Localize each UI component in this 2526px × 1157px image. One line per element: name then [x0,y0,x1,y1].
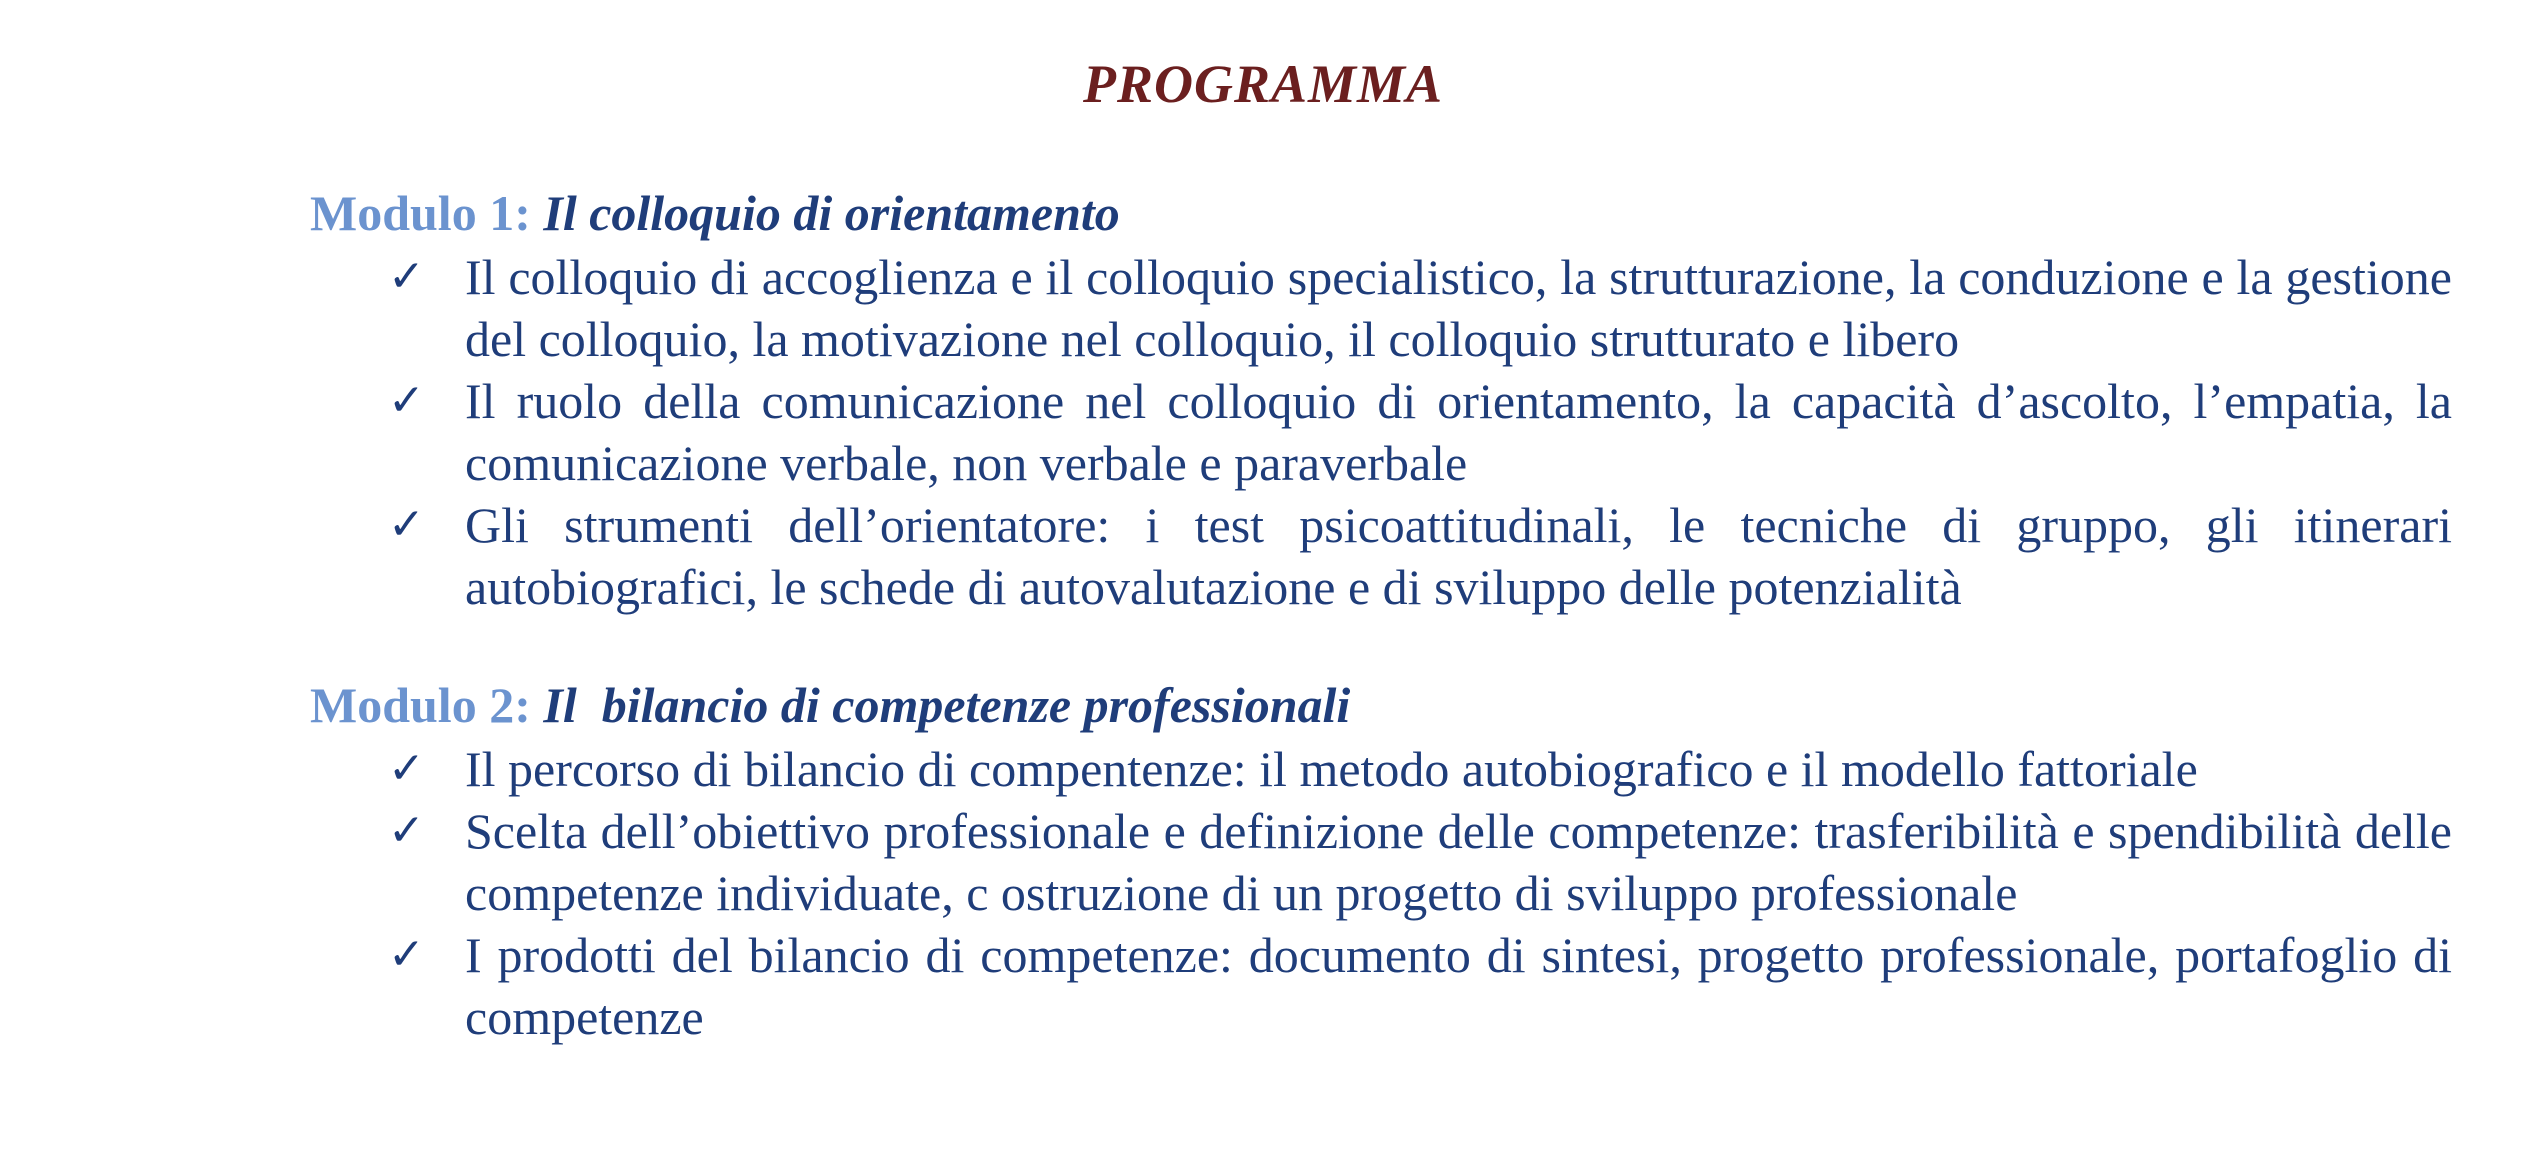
list-item-text: Il ruolo della comunicazione nel colloquio di orientamento, la capacità d’ascolto, l’empatia, la comunicazione verbale, non verbale e paraverbale [465,373,2452,491]
list-item [310,800,2452,924]
module-heading [310,672,2310,738]
list-item [310,494,2452,618]
module-title: Il bilancio di competenze professionali [543,677,1351,733]
module-items-list [310,738,2452,1048]
module-1 [310,180,2452,618]
check-icon: ✓ [388,375,425,426]
list-item-text: Il percorso di bilancio di compentenze: il metodo autobiografico e il modello fattoriale [465,741,2198,797]
module-items-list [310,246,2452,618]
check-icon: ✓ [388,251,425,302]
list-item [310,246,2452,370]
list-item-text: I prodotti del bilancio di competenze: documento di sintesi, progetto professionale, portafoglio di competenze [465,927,2452,1045]
module-heading [310,180,2310,246]
check-icon: ✓ [388,743,425,794]
check-icon: ✓ [388,499,425,550]
check-icon: ✓ [388,805,425,856]
list-item [310,924,2452,1048]
list-item-text: Il colloquio di accoglienza e il colloquio specialistico, la strutturazione, la conduzione e la gestione del colloquio, la motivazione nel colloquio, il colloquio strutturato e libero [465,249,2452,367]
list-item-text: Scelta dell’obiettivo professionale e definizione delle competenze: trasferibilità e spendibilità delle competenze individuate, c ostruzione di un progetto di sviluppo professionale [465,803,2452,921]
module-label: Modulo 2: [310,677,531,733]
module-2 [310,672,2452,1048]
list-item [310,370,2452,494]
list-item-text: Gli strumenti dell’orientatore: i test psicoattitudinali, le tecniche di gruppo, gli itinerari autobiografici, le schede di autovalutazione e di sviluppo delle potenzialità [465,497,2452,615]
module-title: Il colloquio di orientamento [543,185,1120,241]
check-icon: ✓ [388,929,425,980]
page-title: PROGRAMMA [1082,54,1444,114]
module-label: Modulo 1: [310,185,531,241]
list-item [310,738,2452,800]
